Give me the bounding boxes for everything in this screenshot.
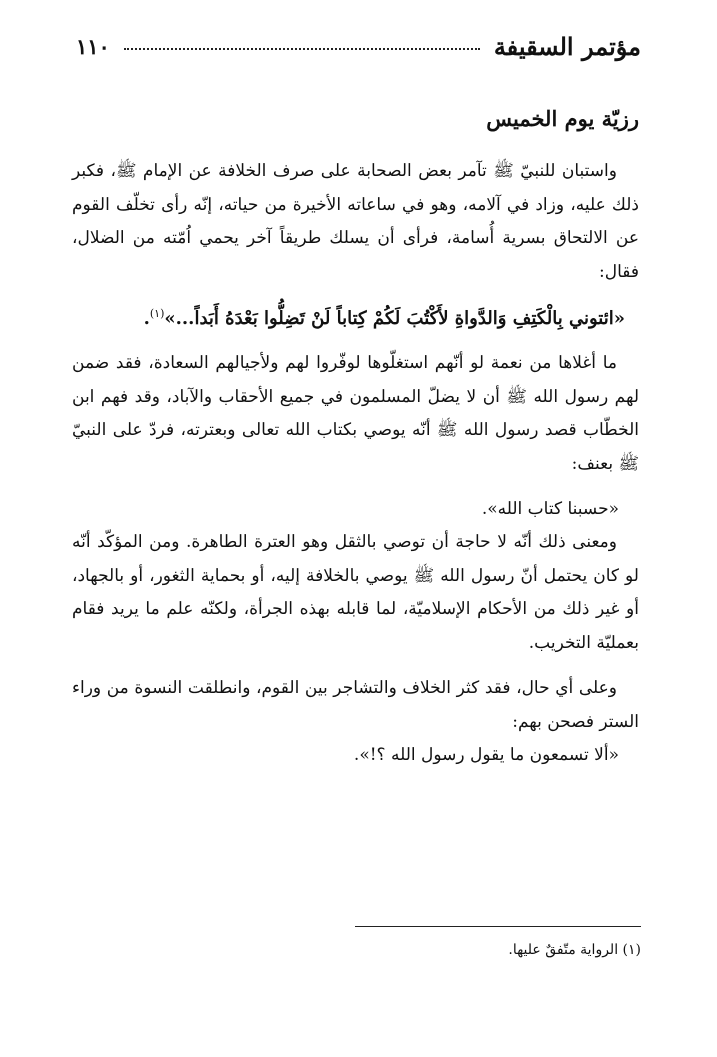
quote-hasbuna: «حسبنا كتاب الله».	[481, 499, 619, 520]
hadith-quote-text: «ائتوني بِالْكَتِفِ وَالدَّواةِ لأَكْتُبَ لَكُمْ كِتاباً لَنْ تَضِلُّوا بَعْدَهُ أَبَداً...»	[164, 308, 625, 330]
footnote-reference: (١)	[149, 307, 165, 321]
hadith-quote: «ائتوني بِالْكَتِفِ وَالدَّواةِ لأَكْتُبَ لَكُمْ كِتاباً لَنْ تَضِلُّوا بَعْدَهُ أَبَداً...»$^{(١)}$.	[143, 307, 625, 330]
running-header	[76, 26, 641, 66]
paragraph-3: ومعنى ذلك أنّه لا حاجة أن توصي بالثقل وهو العترة الطاهرة. ومن المؤكّد أنّه لو كان يحتمل أنّ رسول الله ﷺ يوصي بالخلافة إليه، أو بحماية الثغور، أو بالجهاد، أو غير ذلك من الأحكام الإسلاميّة، لما قابله بهذه الجرأة، ولكنّه علم ما يريد فقام بعمليّة التخريب.	[72, 532, 639, 653]
header-dotted-leader	[124, 48, 480, 50]
page-content	[72, 104, 639, 772]
footnote-divider	[355, 926, 641, 927]
quote-women: «ألا تسمعون ما يقول رسول الله ؟!».	[353, 745, 619, 766]
paragraph-1: واستبان للنبيّ ﷺ تآمر بعض الصحابة على صرف الخلافة عن الإمام ﷺ، فكبر ذلك عليه، وزاد في آلامه، وهو في ساعاته الأخيرة من حياته، إنّه رأى تخلّف القوم عن الالتحاق بسرية أُسامة، فرأى أن يسلك طريقاً آخر يحمي اُمّته من الضلال، فقال:	[72, 161, 639, 282]
section-title: رزيّة يوم الخميس	[486, 106, 639, 131]
book-title: مؤتمر السقيفة	[493, 31, 641, 61]
page-number: ١١٠	[76, 33, 110, 59]
paragraph-4: وعلى أي حال، فقد كثر الخلاف والتشاجر بين القوم، وانطلقت النسوة من وراء الستر فصحن بهم:	[72, 678, 639, 732]
paragraph-2: ما أغلاها من نعمة لو أنّهم استغلّوها لوفّروا لهم ولأجيالهم السعادة، فقد ضمن لهم رسول الله ﷺ أن لا يضلّ المسلمون في جميع الأحقاب والآباد، وقد فهم ابن الخطّاب قصد رسول الله ﷺ أنّه يوصي بكتاب الله تعالى وبعترته، فردّ على النبيّ ﷺ بعنف:	[72, 353, 639, 474]
footnote: (١) الرواية متّفقٌ عليها.	[508, 942, 641, 958]
